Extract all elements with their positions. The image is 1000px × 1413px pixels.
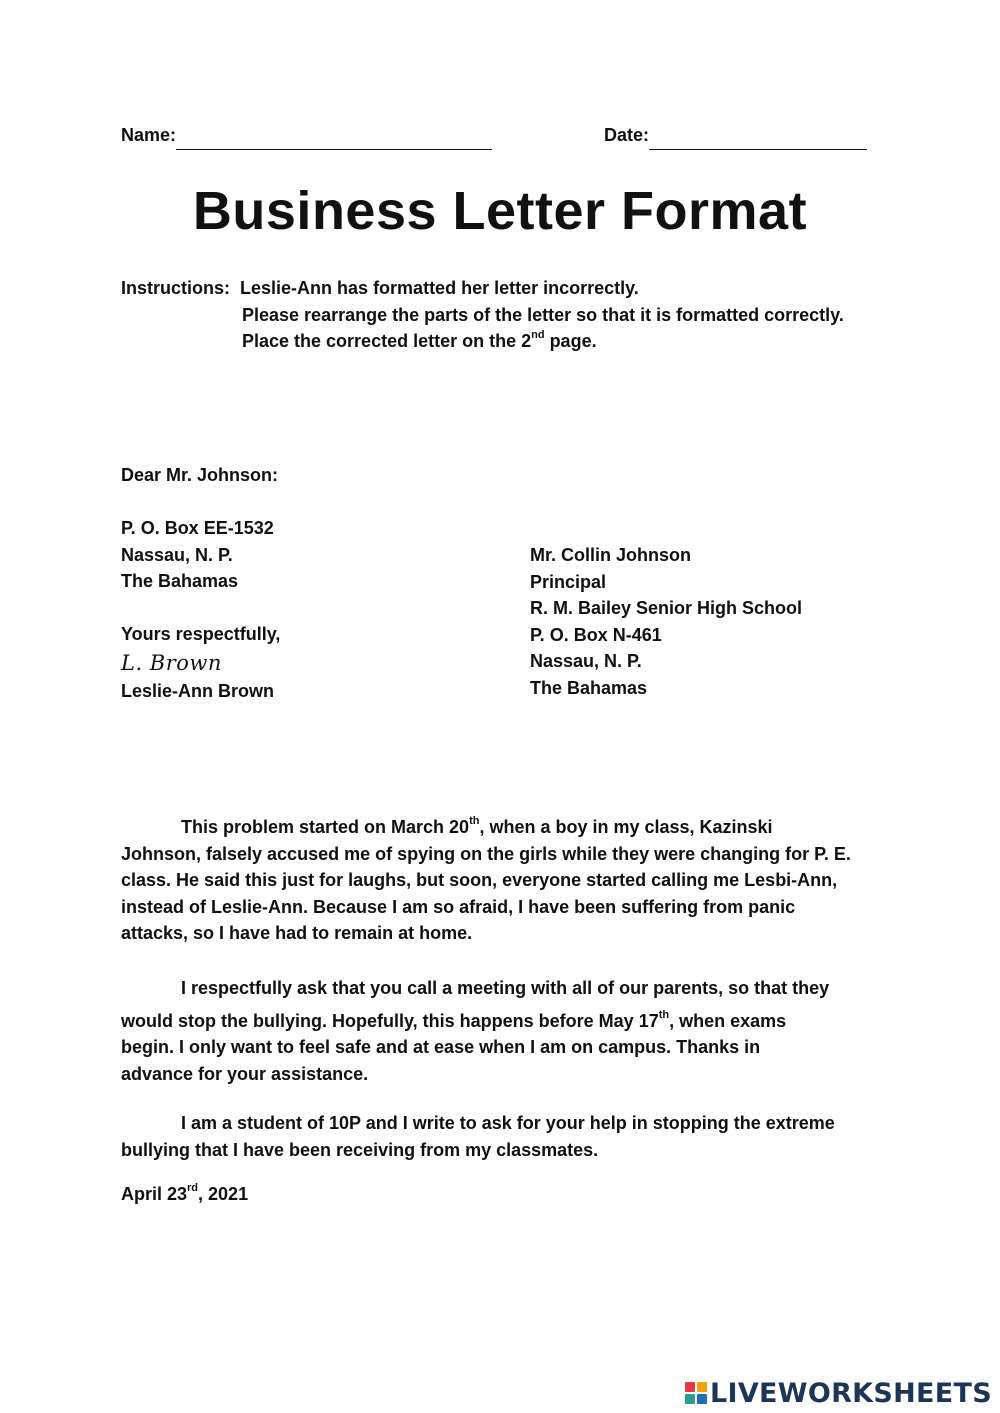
instructions-line-1: Leslie-Ann has formatted her letter incorrectly. xyxy=(240,278,639,298)
sender-address-line: P. O. Box EE-1532 xyxy=(121,518,274,538)
body-line: would stop the bullying. Hopefully, this happens before May 17th, when exams xyxy=(121,1008,787,1031)
sender-address-line: The Bahamas xyxy=(121,571,239,591)
body-paragraph-2[interactable] xyxy=(121,975,883,1087)
page-title: Business Letter Format xyxy=(192,181,808,241)
name-field[interactable] xyxy=(121,122,492,150)
instructions xyxy=(121,275,844,355)
letter-date[interactable]: April 23rd, 2021 xyxy=(121,1182,249,1204)
body-line: instead of Leslie-Ann. Because I am so afraid, I have been suffering from panic xyxy=(121,896,796,917)
body-line: I respectfully ask that you call a meeting with all of our parents, so that they xyxy=(181,978,830,998)
inside-address-line: Principal xyxy=(530,571,607,592)
body-paragraph-3[interactable] xyxy=(121,1110,883,1163)
logo-text: LIVEWORKSHEETS xyxy=(709,1377,992,1409)
complimentary-close: Yours respectfully, xyxy=(121,624,281,644)
inside-address-block[interactable] xyxy=(530,542,802,701)
body-line: I am a student of 10P and I write to ask for your help in stopping the extreme xyxy=(181,1113,835,1133)
instructions-line-2: Please rearrange the parts of the letter so that it is formatted correctly. xyxy=(242,304,844,325)
body-line: Johnson, falsely accused me of spying on the girls while they were changing for P. E. xyxy=(121,843,851,864)
body-line: bullying that I have been receiving from my classmates. xyxy=(121,1139,599,1160)
body-line: attacks, so I have had to remain at home. xyxy=(121,923,473,943)
logo-blocks-icon xyxy=(685,1382,707,1404)
body-line: advance for your assistance. xyxy=(121,1063,369,1084)
name-label: Name: xyxy=(121,125,177,145)
name-blank-line[interactable] xyxy=(176,122,492,150)
date-blank-line[interactable] xyxy=(649,122,867,150)
body-line: This problem started on March 20th, when a boy in my class, Kazinski xyxy=(181,815,773,837)
body-paragraph-1[interactable] xyxy=(121,814,883,947)
inside-address-line: Nassau, N. P. xyxy=(530,651,642,671)
instructions-line-3: Place the corrected letter on the 2nd page. xyxy=(242,329,597,351)
salutation[interactable]: Dear Mr. Johnson: xyxy=(121,465,279,485)
handwritten-signature: L. Brown xyxy=(121,650,222,675)
inside-address-line: P. O. Box N-461 xyxy=(530,624,662,645)
inside-address-line: Mr. Collin Johnson xyxy=(530,545,691,565)
inside-address-line: R. M. Bailey Senior High School xyxy=(530,598,803,618)
date-field[interactable] xyxy=(604,122,867,150)
sender-address-line: Nassau, N. P. xyxy=(121,544,233,565)
closing-block[interactable] xyxy=(121,621,280,704)
inside-address-line: The Bahamas xyxy=(530,677,648,698)
body-line: class. He said this just for laughs, but soon, everyone started calling me Lesbi-Ann, xyxy=(121,870,838,890)
date-label: Date: xyxy=(604,125,650,145)
liveworksheets-logo xyxy=(685,1376,992,1410)
instructions-label: Instructions: xyxy=(121,278,231,298)
sender-address-block[interactable] xyxy=(121,515,274,595)
typed-name: Leslie-Ann Brown xyxy=(121,680,275,701)
body-line: begin. I only want to feel safe and at ease when I am on campus. Thanks in xyxy=(121,1037,761,1057)
